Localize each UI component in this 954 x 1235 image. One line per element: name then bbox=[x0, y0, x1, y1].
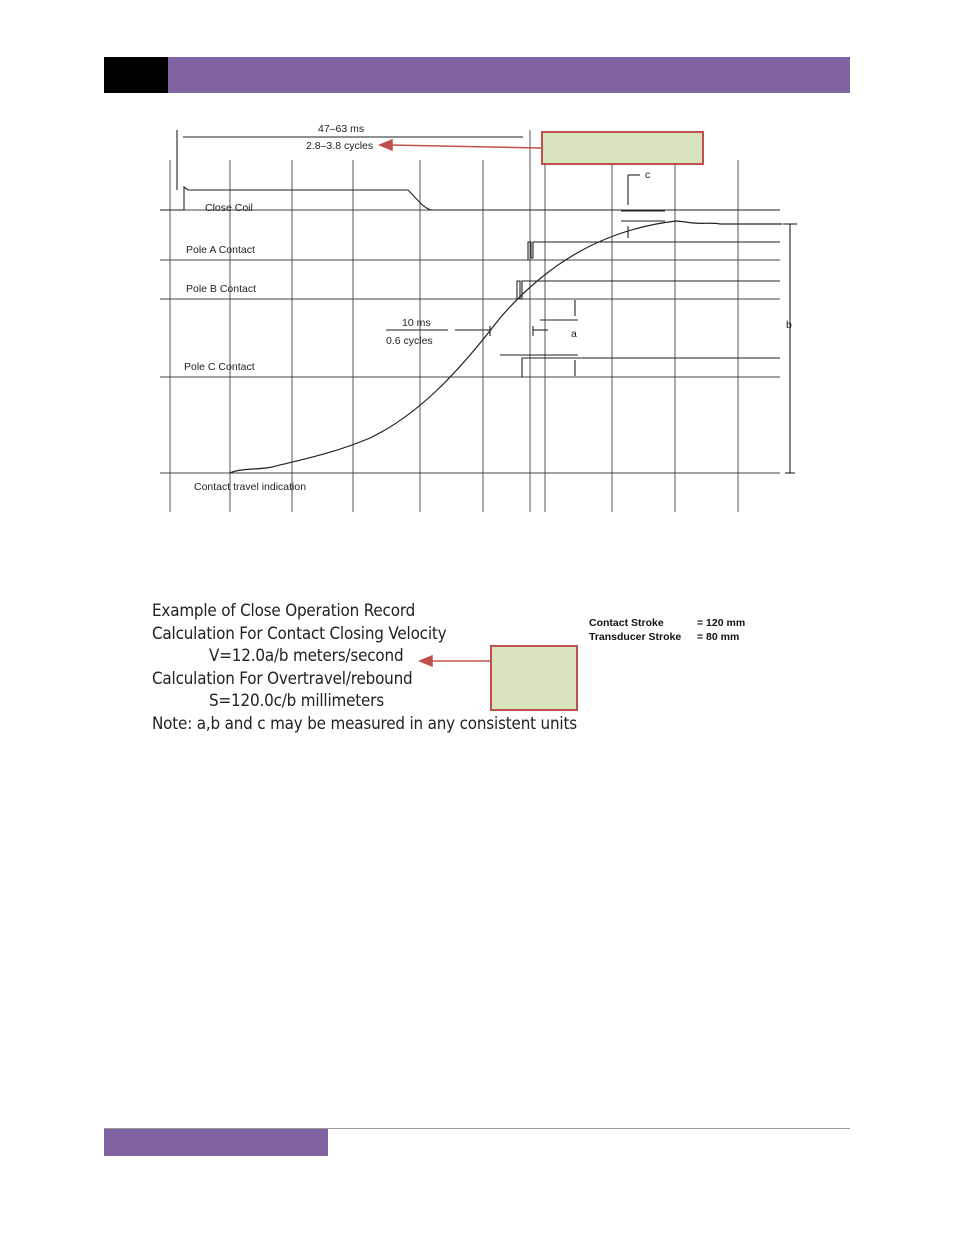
overtravel-equation: S=120.0c/b millimeters bbox=[209, 691, 384, 711]
stroke-specs bbox=[589, 616, 745, 644]
spec-label: Transducer Stroke bbox=[589, 631, 682, 643]
spec-label: Contact Stroke bbox=[589, 617, 664, 629]
pole-a-label: Pole A Contact bbox=[186, 244, 255, 256]
pole-c-label: Pole C Contact bbox=[184, 361, 255, 373]
overtravel-heading: Calculation For Overtravel/rebound bbox=[152, 668, 413, 688]
velocity-heading: Calculation For Contact Closing Velocity bbox=[152, 623, 447, 643]
formula-block bbox=[152, 600, 592, 736]
spec-row bbox=[589, 616, 745, 630]
timing-ms-label: 47–63 ms bbox=[318, 123, 365, 135]
dim-c-label: c bbox=[645, 169, 651, 181]
spec-row bbox=[589, 630, 745, 644]
dim-b-label: b bbox=[786, 319, 792, 331]
interval-ms-label: 10 ms bbox=[402, 317, 431, 329]
close-coil-label: Close Coil bbox=[205, 202, 253, 214]
pole-b-label: Pole B Contact bbox=[186, 283, 257, 295]
formula-note: Note: a,b and c may be measured in any consistent units bbox=[152, 713, 577, 733]
travel-label: Contact travel indication bbox=[194, 481, 307, 493]
velocity-equation: V=12.0a/b meters/second bbox=[209, 646, 404, 666]
spec-value: = 120 mm bbox=[697, 617, 746, 629]
interval-cycles-label: 0.6 cycles bbox=[386, 335, 433, 347]
callout-box-top bbox=[541, 131, 704, 165]
footer-bar bbox=[104, 1129, 328, 1156]
spec-value: = 80 mm bbox=[697, 631, 740, 643]
dim-a-label: a bbox=[571, 328, 577, 340]
timing-cycles-label: 2.8–3.8 cycles bbox=[306, 140, 374, 152]
formula-title: Example of Close Operation Record bbox=[152, 601, 416, 620]
